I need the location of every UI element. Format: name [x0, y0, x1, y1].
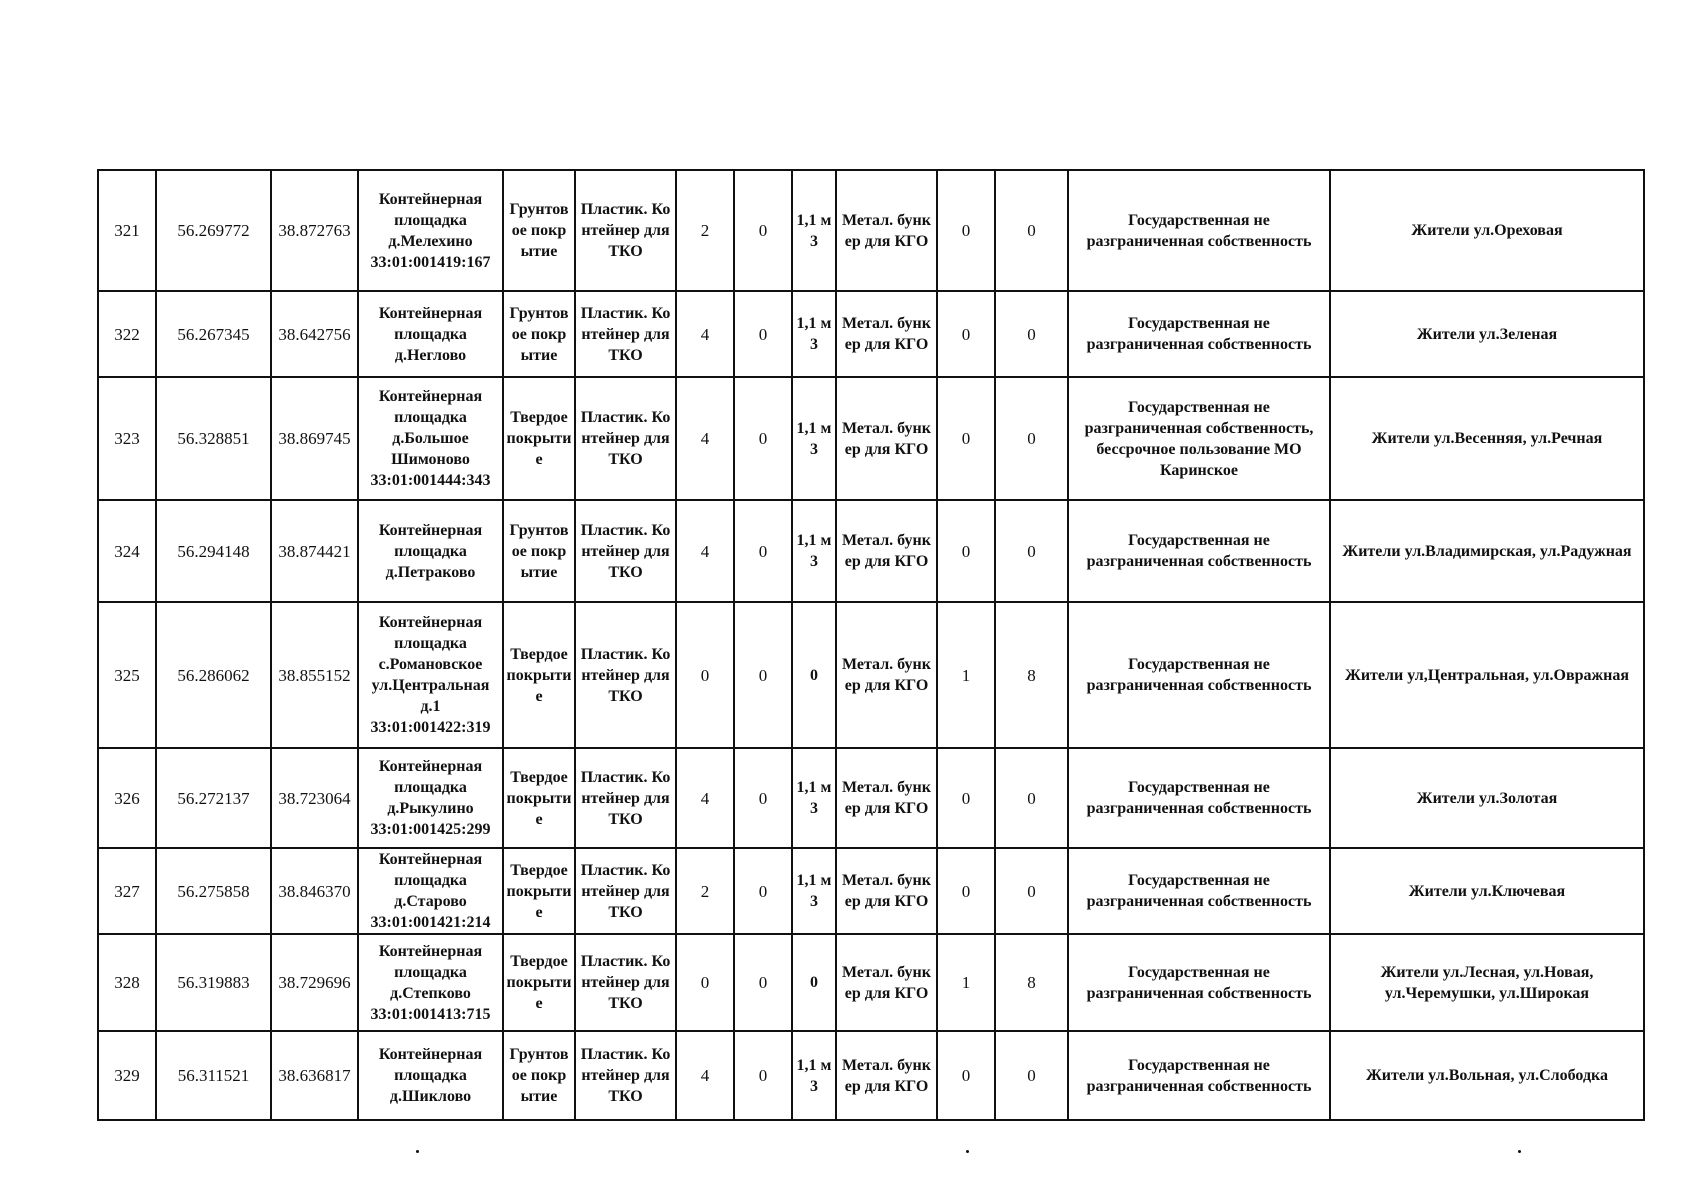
site-name-line: 33:01:001421:214 [370, 914, 491, 931]
site-name-cell [358, 1031, 503, 1120]
bunkers-volume-cell: 0 [995, 291, 1068, 377]
bunkers-volume-cell: 0 [995, 170, 1068, 291]
latitude-cell: 56.269772 [156, 170, 271, 291]
site-name-line: д.Старово [394, 893, 467, 910]
bunkers-count-cell: 0 [937, 500, 995, 602]
site-name-line: Контейнерная [378, 614, 483, 631]
container-type-cell: Пластик. Контейнер для ТКО [575, 170, 676, 291]
site-name-cell [358, 602, 503, 748]
container-type-cell: Пластик. Контейнер для ТКО [575, 1031, 676, 1120]
bunkers-volume-cell: 8 [995, 934, 1068, 1031]
site-name-line: д.Шиклово [389, 1088, 472, 1105]
row-number: 326 [98, 748, 156, 848]
site-name-line: 33:01:001422:319 [370, 719, 491, 736]
site-name-line: д.Неглово [394, 346, 467, 364]
residents-cell: Жители ул.Ореховая [1330, 170, 1644, 291]
bunkers-count-cell: 0 [937, 170, 995, 291]
container-volume-cell: 1,1 м3 [792, 1031, 836, 1120]
site-name-line: площадка [394, 409, 467, 426]
site-name-cell [358, 934, 503, 1031]
table-row [98, 934, 1644, 1031]
site-name-line: д.Рыкулино [387, 800, 474, 817]
site-name-line: 33:01:001419:167 [370, 253, 491, 271]
site-name-line: Контейнерная [378, 1046, 483, 1063]
site-name-line: площадка [394, 635, 467, 652]
site-name-line: д.1 [420, 698, 441, 715]
bunkers-volume-cell: 0 [995, 848, 1068, 934]
site-name-line: Контейнерная [378, 521, 483, 539]
site-name-line: Шимоново [391, 451, 470, 468]
site-name-line: Контейнерная [378, 304, 483, 322]
bunker-type-cell: Метал. бункер для КГО [836, 291, 937, 377]
residents-cell: Жители ул.Зеленая [1330, 291, 1644, 377]
containers-planned-cell: 0 [734, 602, 792, 748]
bunker-type-cell: Метал. бункер для КГО [836, 377, 937, 500]
site-name-line: д.Большое [392, 430, 469, 447]
container-sites-table [97, 169, 1645, 1121]
site-name-line: площадка [394, 542, 467, 560]
bunkers-count-cell: 1 [937, 602, 995, 748]
page-dot [1518, 1150, 1521, 1153]
ownership-cell: Государственная не разграниченная собственность [1068, 500, 1330, 602]
bunkers-count-cell: 0 [937, 1031, 995, 1120]
ownership-cell: Государственная не разграниченная собственность [1068, 1031, 1330, 1120]
containers-planned-cell: 0 [734, 377, 792, 500]
ownership-cell: Государственная не разграниченная собственность [1068, 934, 1330, 1031]
residents-cell: Жители ул.Владимирская, ул.Радужная [1330, 500, 1644, 602]
residents-cell: Жители ул.Весенняя, ул.Речная [1330, 377, 1644, 500]
containers-count-cell: 4 [676, 377, 734, 500]
table-row [98, 170, 1644, 291]
container-volume-cell: 1,1 м3 [792, 848, 836, 934]
container-type-cell: Пластик. Контейнер для ТКО [575, 848, 676, 934]
longitude-cell: 38.642756 [271, 291, 358, 377]
site-name-line: с.Романовское [378, 656, 483, 673]
row-number: 322 [98, 291, 156, 377]
container-type-cell: Пластик. Контейнер для ТКО [575, 748, 676, 848]
site-name-line: ул.Центральная [371, 677, 490, 694]
containers-count-cell: 4 [676, 1031, 734, 1120]
latitude-cell: 56.294148 [156, 500, 271, 602]
containers-count-cell: 0 [676, 934, 734, 1031]
site-name-line: Контейнерная [378, 758, 483, 775]
containers-planned-cell: 0 [734, 748, 792, 848]
containers-count-cell: 0 [676, 602, 734, 748]
latitude-cell: 56.272137 [156, 748, 271, 848]
containers-count-cell: 2 [676, 848, 734, 934]
site-name-line: площадка [394, 1067, 467, 1084]
row-number: 329 [98, 1031, 156, 1120]
surface-cell: Грунтовое покрытие [503, 170, 575, 291]
containers-count-cell: 4 [676, 748, 734, 848]
site-name-line: д.Степково [390, 984, 471, 1002]
container-volume-cell: 1,1 м3 [792, 377, 836, 500]
container-volume-cell: 1,1 м3 [792, 170, 836, 291]
bunker-type-cell: Метал. бункер для КГО [836, 1031, 937, 1120]
ownership-cell: Государственная не разграниченная собственность [1068, 291, 1330, 377]
container-volume-cell: 0 [792, 602, 836, 748]
bunker-type-cell: Метал. бункер для КГО [836, 170, 937, 291]
residents-cell: Жители ул.Вольная, ул.Слободка [1330, 1031, 1644, 1120]
residents-cell: Жители ул.Ключевая [1330, 848, 1644, 934]
table-body [98, 170, 1644, 1120]
longitude-cell: 38.729696 [271, 934, 358, 1031]
row-number: 325 [98, 602, 156, 748]
site-name-line: 33:01:001413:715 [370, 1005, 491, 1023]
latitude-cell: 56.286062 [156, 602, 271, 748]
row-number: 321 [98, 170, 156, 291]
site-name-cell [358, 848, 503, 934]
table-row [98, 377, 1644, 500]
containers-planned-cell: 0 [734, 170, 792, 291]
containers-planned-cell: 0 [734, 1031, 792, 1120]
site-name-cell [358, 748, 503, 848]
row-number: 324 [98, 500, 156, 602]
residents-cell: Жители ул.Золотая [1330, 748, 1644, 848]
site-name-line: Контейнерная [378, 851, 483, 868]
surface-cell: Твердое покрытие [503, 848, 575, 934]
table-row [98, 291, 1644, 377]
table-row [98, 1031, 1644, 1120]
bunkers-count-cell: 0 [937, 291, 995, 377]
containers-planned-cell: 0 [734, 848, 792, 934]
page-dot [416, 1150, 419, 1153]
container-type-cell: Пластик. Контейнер для ТКО [575, 934, 676, 1031]
page-dot [966, 1150, 969, 1153]
site-name-cell [358, 377, 503, 500]
latitude-cell: 56.328851 [156, 377, 271, 500]
surface-cell: Твердое покрытие [503, 377, 575, 500]
longitude-cell: 38.723064 [271, 748, 358, 848]
bunkers-volume-cell: 0 [995, 377, 1068, 500]
ownership-cell: Государственная не разграниченная собственность [1068, 848, 1330, 934]
ownership-cell: Государственная не разграниченная собственность [1068, 602, 1330, 748]
container-volume-cell: 0 [792, 934, 836, 1031]
longitude-cell: 38.855152 [271, 602, 358, 748]
site-name-line: площадка [394, 211, 467, 229]
site-name-line: площадка [394, 325, 467, 343]
longitude-cell: 38.869745 [271, 377, 358, 500]
longitude-cell: 38.636817 [271, 1031, 358, 1120]
ownership-cell: Государственная не разграниченная собственность [1068, 170, 1330, 291]
bunker-type-cell: Метал. бункер для КГО [836, 602, 937, 748]
longitude-cell: 38.872763 [271, 170, 358, 291]
site-name-line: площадка [394, 872, 467, 889]
bunker-type-cell: Метал. бункер для КГО [836, 848, 937, 934]
residents-cell: Жители ул.Лесная, ул.Новая, ул.Черемушки, ул.Широкая [1330, 934, 1644, 1031]
row-number: 323 [98, 377, 156, 500]
surface-cell: Твердое покрытие [503, 748, 575, 848]
containers-planned-cell: 0 [734, 500, 792, 602]
container-type-cell: Пластик. Контейнер для ТКО [575, 500, 676, 602]
latitude-cell: 56.319883 [156, 934, 271, 1031]
container-volume-cell: 1,1 м3 [792, 500, 836, 602]
bunker-type-cell: Метал. бункер для КГО [836, 748, 937, 848]
latitude-cell: 56.275858 [156, 848, 271, 934]
table-row [98, 748, 1644, 848]
latitude-cell: 56.267345 [156, 291, 271, 377]
containers-count-cell: 4 [676, 500, 734, 602]
bunkers-volume-cell: 0 [995, 1031, 1068, 1120]
table-row [98, 500, 1644, 602]
bunkers-volume-cell: 0 [995, 500, 1068, 602]
bunker-type-cell: Метал. бункер для КГО [836, 934, 937, 1031]
residents-cell: Жители ул,Центральная, ул.Овражная [1330, 602, 1644, 748]
containers-count-cell: 2 [676, 170, 734, 291]
bunkers-count-cell: 0 [937, 848, 995, 934]
site-name-line: Контейнерная [378, 388, 483, 405]
surface-cell: Твердое покрытие [503, 602, 575, 748]
site-name-cell [358, 291, 503, 377]
bunker-type-cell: Метал. бункер для КГО [836, 500, 937, 602]
ownership-cell: Государственная не разграниченная собственность [1068, 748, 1330, 848]
row-number: 328 [98, 934, 156, 1031]
latitude-cell: 56.311521 [156, 1031, 271, 1120]
container-type-cell: Пластик. Контейнер для ТКО [575, 291, 676, 377]
site-name-line: площадка [394, 963, 467, 981]
surface-cell: Твердое покрытие [503, 934, 575, 1031]
longitude-cell: 38.874421 [271, 500, 358, 602]
site-name-line: 33:01:001425:299 [370, 821, 491, 838]
container-type-cell: Пластик. Контейнер для ТКО [575, 602, 676, 748]
table-row [98, 602, 1644, 748]
container-volume-cell: 1,1 м3 [792, 748, 836, 848]
longitude-cell: 38.846370 [271, 848, 358, 934]
site-name-line: площадка [394, 779, 467, 796]
container-type-cell: Пластик. Контейнер для ТКО [575, 377, 676, 500]
bunkers-volume-cell: 0 [995, 748, 1068, 848]
site-name-line: Контейнерная [378, 190, 483, 208]
surface-cell: Грунтовое покрытие [503, 1031, 575, 1120]
site-name-cell [358, 500, 503, 602]
table-row [98, 848, 1644, 934]
site-name-line: д.Петраково [385, 563, 476, 581]
containers-planned-cell: 0 [734, 934, 792, 1031]
surface-cell: Грунтовое покрытие [503, 500, 575, 602]
bunkers-count-cell: 0 [937, 748, 995, 848]
containers-planned-cell: 0 [734, 291, 792, 377]
containers-count-cell: 4 [676, 291, 734, 377]
site-name-cell [358, 170, 503, 291]
bunkers-count-cell: 0 [937, 377, 995, 500]
site-name-line: Контейнерная [378, 942, 483, 960]
site-name-line: д.Мелехино [388, 232, 473, 250]
bunkers-count-cell: 1 [937, 934, 995, 1031]
ownership-cell: Государственная не разграниченная собственность, бессрочное пользование МО Каринское [1068, 377, 1330, 500]
surface-cell: Грунтовое покрытие [503, 291, 575, 377]
row-number: 327 [98, 848, 156, 934]
bunkers-volume-cell: 8 [995, 602, 1068, 748]
container-volume-cell: 1,1 м3 [792, 291, 836, 377]
site-name-line: 33:01:001444:343 [370, 472, 491, 489]
